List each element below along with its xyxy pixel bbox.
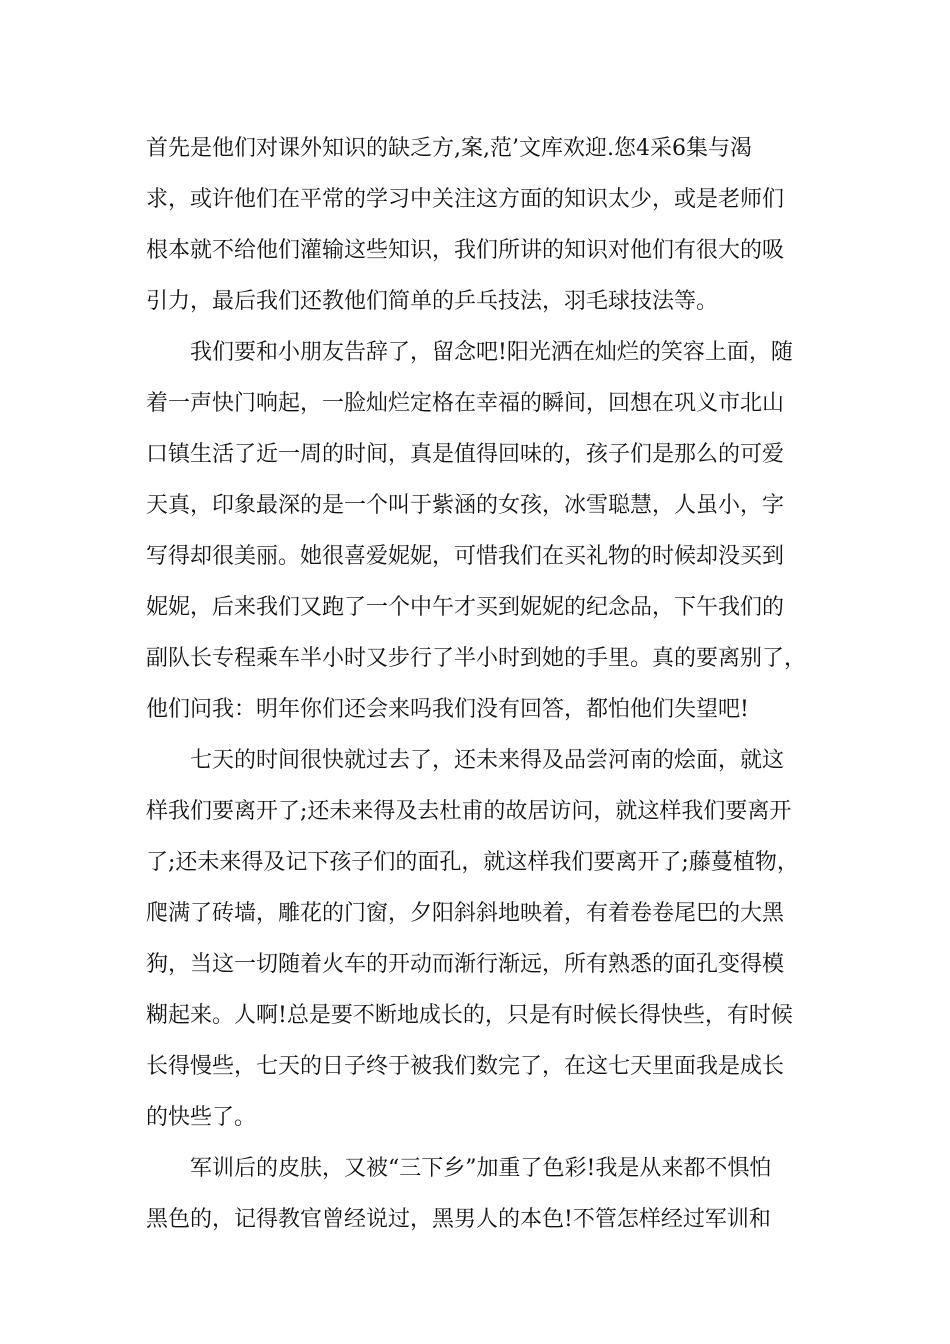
text-line: 七天的时间很快就过去了，还未来得及品尝河南的烩面，就这 (190, 748, 785, 773)
text-line: 他们问我：明年你们还会来吗我们没有回答，都怕他们失望吧! (146, 697, 749, 722)
text-line: 副队长专程乘车半小时又步行了半小时到她的手里。真的要离别了， (146, 646, 807, 671)
text-line: 爬满了砖墙，雕花的门窗，夕阳斜斜地映着，有着卷卷尾巴的大黑 (146, 901, 785, 926)
text-line: 求，或许他们在平常的学习中关注这方面的知识太少，或是老师们 (146, 187, 785, 212)
text-line: 狗，当这一切随着火车的开动而渐行渐远，所有熟悉的面孔变得模 (146, 952, 785, 977)
text-line: 军训后的皮肤，又被“三下乡”加重了色彩!我是从来都不惧怕 (190, 1156, 772, 1181)
text-line: 样我们要离开了;还未来得及去杜甫的故居访问，就这样我们要离开 (146, 799, 792, 824)
text-line: 了;还未来得及记下孩子们的面孔，就这样我们要离开了;藤蔓植物， (146, 850, 799, 875)
text-line: 糊起来。人啊!总是要不断地成长的，只是有时候长得快些，有时候 (146, 1003, 793, 1028)
text-line: 黑色的，记得教官曾经说过，黑男人的本色!不管怎样经过军训和 (146, 1207, 771, 1232)
text-line: 的快些了。 (146, 1105, 257, 1130)
text-line: 引力，最后我们还教他们简单的乒乓技法，羽毛球技法等。 (146, 289, 719, 314)
text-line: 妮妮，后来我们又跑了一个中午才买到妮妮的纪念品，下午我们的 (146, 595, 785, 620)
text-line: 着一声快门响起，一脸灿烂定格在幸福的瞬间，回想在巩义市北山 (146, 391, 785, 416)
text-line: 写得却很美丽。她很喜爱妮妮，可惜我们在买礼物的时候却没买到 (146, 544, 785, 569)
text-line: 天真，印象最深的是一个叫于紫涵的女孩，冰雪聪慧，人虽小，字 (146, 493, 785, 518)
text-line: 首先是他们对课外知识的缺乏方,案,范’文库欢迎.您4采6集与渴 (146, 136, 752, 161)
text-line: 根本就不给他们灌输这些知识，我们所讲的知识对他们有很大的吸 (146, 238, 785, 263)
text-line: 我们要和小朋友告辞了，留念吧!阳光洒在灿烂的笑容上面，随 (190, 340, 793, 365)
text-line: 长得慢些，七天的日子终于被我们数完了，在这七天里面我是成长 (146, 1054, 785, 1079)
text-line: 口镇生活了近一周的时间，真是值得回味的，孩子们是那么的可爱 (146, 442, 785, 467)
